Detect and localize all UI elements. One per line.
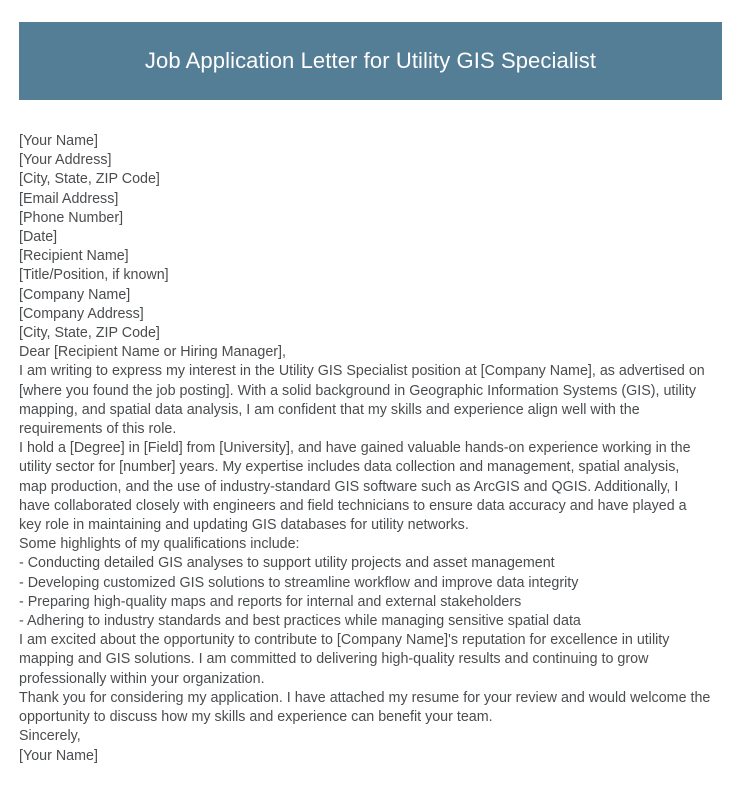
sender-email-line: [Email Address] bbox=[19, 190, 119, 207]
recipient-title-line: [Title/Position, if known] bbox=[19, 267, 169, 284]
sender-city-line: [City, State, ZIP Code] bbox=[19, 171, 160, 188]
sender-name-line: [Your Name] bbox=[19, 133, 98, 149]
highlight-item: - Conducting detailed GIS analyses to support utility projects and asset management bbox=[19, 555, 555, 572]
recipient-name-line: [Recipient Name] bbox=[19, 248, 129, 265]
letter-content bbox=[19, 132, 711, 766]
sender-address-line: [Your Address] bbox=[19, 152, 112, 169]
highlight-item: - Developing customized GIS solutions to streamline workflow and improve data integrity bbox=[19, 574, 579, 591]
body-paragraph-2: I hold a [Degree] in [Field] from [University], and have gained valuable hands-on experience working in the utility sector for [number] years. My expertise includes data collection and management, spatial analysis, map production, and the use of industry-standard GIS software such as ArcGIS and QGIS. Additionally, I have collaborated closely with engineers and field technicians to ensure data accuracy and have played a key role in maintaining and updating GIS databases for utility networks. bbox=[19, 440, 691, 534]
body-paragraph-4: Thank you for considering my application. I have attached my resume for your review and would welcome the opportunity to discuss how my skills and experience can benefit your team. bbox=[19, 689, 711, 726]
date-line: [Date] bbox=[19, 229, 58, 246]
document-header-banner bbox=[19, 22, 722, 100]
recipient-company-line: [Company Name] bbox=[19, 286, 131, 303]
sender-phone-line: [Phone Number] bbox=[19, 209, 124, 226]
highlight-item: - Adhering to industry standards and best practices while managing sensitive spatial data bbox=[19, 613, 581, 630]
body-paragraph-3: I am excited about the opportunity to contribute to [Company Name]'s reputation for excellence in utility mapping and GIS solutions. I am committed to delivering high-quality results and continuing to grow professionally within your organization. bbox=[19, 632, 670, 687]
recipient-address-line: [Company Address] bbox=[19, 305, 144, 322]
recipient-city-line: [City, State, ZIP Code] bbox=[19, 325, 160, 342]
page-title: Job Application Letter for Utility GIS Specialist bbox=[144, 47, 597, 73]
highlights-intro-line: Some highlights of my qualifications include: bbox=[19, 536, 300, 553]
highlight-item: - Preparing high-quality maps and reports for internal and external stakeholders bbox=[19, 593, 522, 610]
closing-line: Sincerely, bbox=[19, 728, 81, 745]
salutation-line: Dear [Recipient Name or Hiring Manager], bbox=[19, 344, 286, 361]
body-paragraph-1: I am writing to express my interest in the Utility GIS Specialist position at [Company Name], as advertised on [where you found the job posting]. With a solid background in Geographic Information Systems (GIS), utility mapping, and spatial data analysis, I am confident that my skills and experience align well with the requirements of this role. bbox=[19, 363, 705, 438]
signature-line: [Your Name] bbox=[19, 747, 98, 764]
